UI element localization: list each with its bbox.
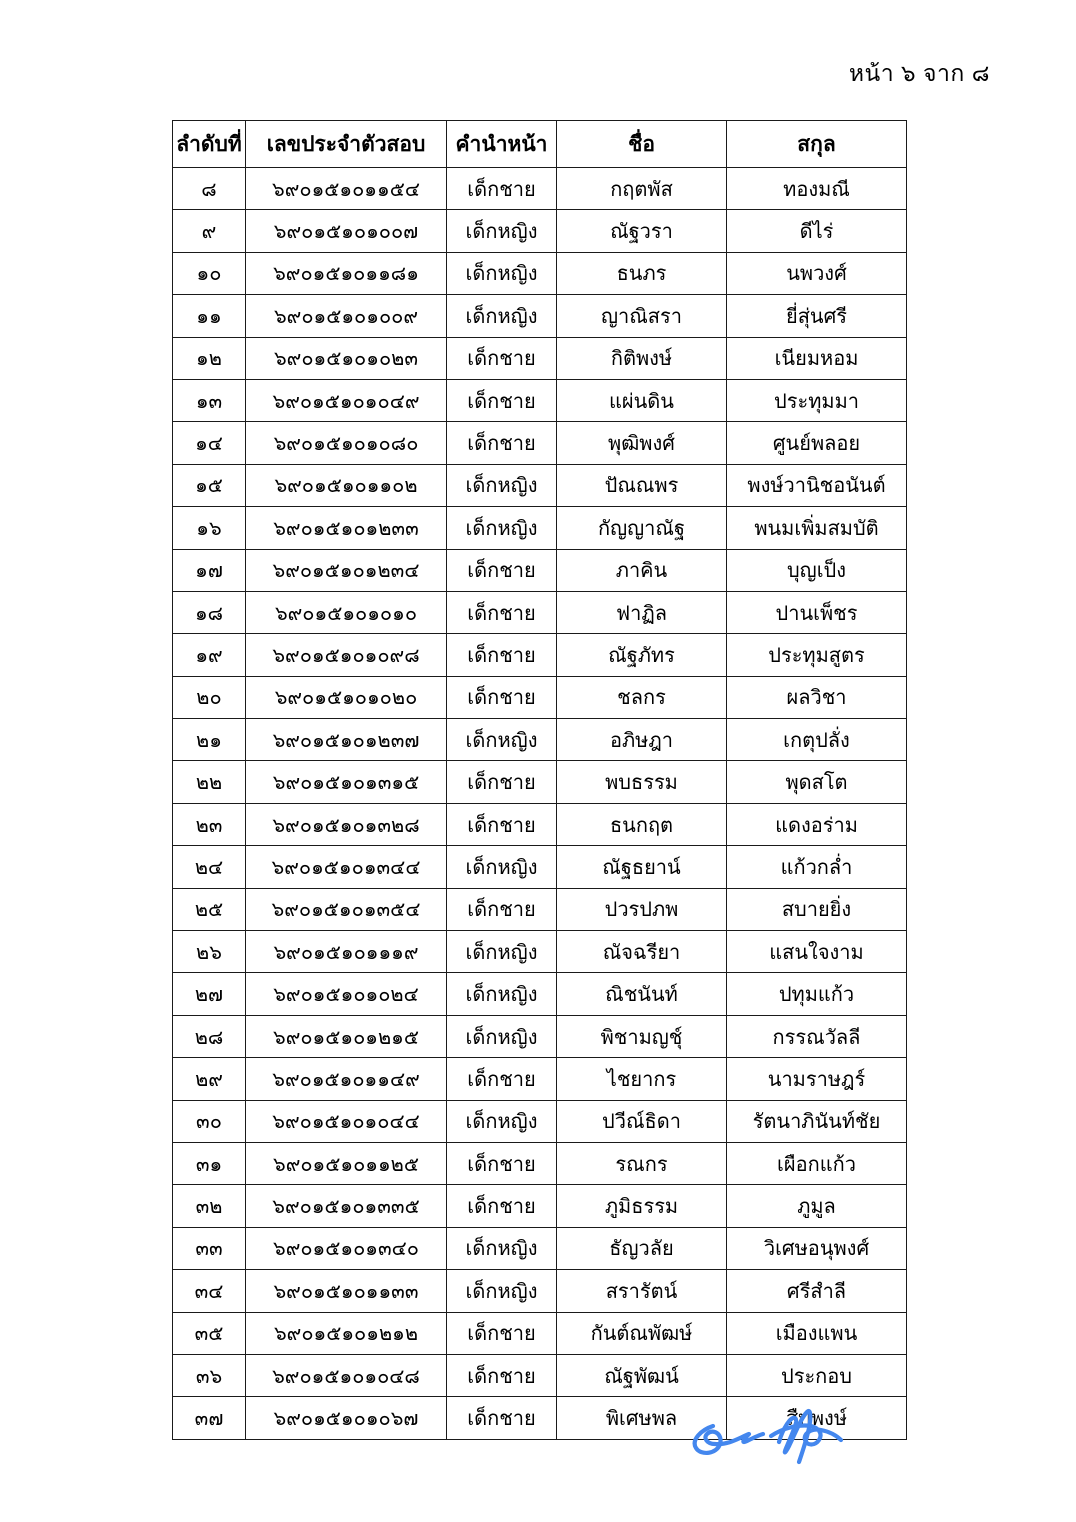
cell-last-name: ยี่สุ่นศรี [727,295,907,337]
cell-exam-id: ๖๙๐๑๕๑๐๑๒๓๓ [246,507,447,549]
cell-last-name: แก้วกล่ำ [727,846,907,888]
cell-order-no: ๑๐ [173,252,246,294]
cell-last-name: นพวงศ์ [727,252,907,294]
cell-order-no: ๑๒ [173,337,246,379]
cell-first-name: ณัฐวรา [557,210,727,252]
cell-order-no: ๓๐ [173,1100,246,1142]
cell-order-no: ๓๔ [173,1270,246,1312]
page-number-indicator: หน้า ๖ จาก ๘ [848,60,990,86]
cell-title: เด็กชาย [447,634,557,676]
cell-exam-id: ๖๙๐๑๕๑๐๑๒๓๔ [246,549,447,591]
cell-exam-id: ๖๙๐๑๕๑๐๑๐๔๔ [246,1100,447,1142]
cell-title: เด็กหญิง [447,1100,557,1142]
cell-exam-id: ๖๙๐๑๕๑๐๑๐๐๙ [246,295,447,337]
cell-last-name: กรรณวัลลี [727,1015,907,1057]
table-row [173,252,907,294]
cell-first-name: ปวีณ์ธิดา [557,1100,727,1142]
cell-exam-id: ๖๙๐๑๕๑๐๑๐๖๗ [246,1397,447,1439]
table-body [173,168,907,1440]
cell-exam-id: ๖๙๐๑๕๑๐๑๒๑๒ [246,1312,447,1354]
cell-order-no: ๒๒ [173,761,246,803]
cell-exam-id: ๖๙๐๑๕๑๐๑๐๐๗ [246,210,447,252]
table-row [173,1312,907,1354]
cell-first-name: กันต์ณพัฒษ์ [557,1312,727,1354]
cell-exam-id: ๖๙๐๑๕๑๐๑๐๔๙ [246,379,447,421]
table-row [173,1015,907,1057]
cell-title: เด็กชาย [447,337,557,379]
cell-order-no: ๒๕ [173,888,246,930]
cell-title: เด็กหญิง [447,464,557,506]
cell-last-name: ปานเพ็ชร [727,591,907,633]
cell-first-name: ธนกฤต [557,803,727,845]
table-row [173,888,907,930]
cell-last-name: ดีไร่ [727,210,907,252]
table-row [173,1100,907,1142]
cell-exam-id: ๖๙๐๑๕๑๐๑๑๒๕ [246,1142,447,1184]
cell-order-no: ๒๘ [173,1015,246,1057]
table-row [173,1058,907,1100]
cell-first-name: ญาณิสรา [557,295,727,337]
cell-exam-id: ๖๙๐๑๕๑๐๑๓๔๔ [246,846,447,888]
cell-first-name: ธนภร [557,252,727,294]
cell-first-name: อภิษฎา [557,719,727,761]
cell-last-name: ประทุมสูตร [727,634,907,676]
table-row [173,464,907,506]
cell-first-name: ไชยากร [557,1058,727,1100]
cell-first-name: พบธรรม [557,761,727,803]
cell-order-no: ๒๗ [173,973,246,1015]
cell-last-name: ประกอบ [727,1354,907,1396]
table-row [173,168,907,210]
table-row [173,1185,907,1227]
cell-order-no: ๑๙ [173,634,246,676]
cell-first-name: ชลกร [557,676,727,718]
cell-last-name: ภูมูล [727,1185,907,1227]
column-header-order-no: ลำดับที่ [173,121,246,168]
cell-exam-id: ๖๙๐๑๕๑๐๑๑๑๙ [246,931,447,973]
cell-last-name: เกตุปลั่ง [727,719,907,761]
table-header [173,121,907,168]
cell-title: เด็กชาย [447,1354,557,1396]
cell-title: เด็กหญิง [447,252,557,294]
table-row [173,295,907,337]
table-row [173,719,907,761]
table-row [173,210,907,252]
cell-last-name: ศรีสำลี [727,1270,907,1312]
table-row [173,1270,907,1312]
column-header-title: คำนำหน้า [447,121,557,168]
cell-title: เด็กชาย [447,591,557,633]
cell-first-name: ณิชนันท์ [557,973,727,1015]
cell-title: เด็กหญิง [447,507,557,549]
student-roster-table [172,120,907,1440]
cell-order-no: ๒๐ [173,676,246,718]
cell-last-name: เมืองแพน [727,1312,907,1354]
cell-last-name: พงษ์วานิชอนันต์ [727,464,907,506]
cell-last-name: พนมเพิ่มสมบัติ [727,507,907,549]
cell-order-no: ๒๓ [173,803,246,845]
cell-title: เด็กหญิง [447,931,557,973]
cell-exam-id: ๖๙๐๑๕๑๐๑๐๒๐ [246,676,447,718]
cell-exam-id: ๖๙๐๑๕๑๐๑๑๐๒ [246,464,447,506]
cell-first-name: กฤตพัส [557,168,727,210]
cell-exam-id: ๖๙๐๑๕๑๐๑๓๕๔ [246,888,447,930]
table-row [173,1227,907,1269]
cell-first-name: ณัฐภัทร [557,634,727,676]
table-row [173,1142,907,1184]
cell-first-name: พุฒิพงศ์ [557,422,727,464]
cell-order-no: ๑๓ [173,379,246,421]
cell-exam-id: ๖๙๐๑๕๑๐๑๐๔๘ [246,1354,447,1396]
cell-exam-id: ๖๙๐๑๕๑๐๑๒๑๕ [246,1015,447,1057]
cell-exam-id: ๖๙๐๑๕๑๐๑๐๑๐ [246,591,447,633]
cell-exam-id: ๖๙๐๑๕๑๐๑๑๘๑ [246,252,447,294]
cell-last-name: แดงอร่าม [727,803,907,845]
cell-last-name: ผลวิชา [727,676,907,718]
cell-first-name: พิชามญชุ์ [557,1015,727,1057]
cell-exam-id: ๖๙๐๑๕๑๐๑๐๒๓ [246,337,447,379]
table-row [173,1397,907,1439]
cell-last-name: วิเศษอนุพงศ์ [727,1227,907,1269]
cell-last-name: ทองมณี [727,168,907,210]
cell-title: เด็กหญิง [447,295,557,337]
cell-title: เด็กหญิง [447,719,557,761]
cell-title: เด็กหญิง [447,1227,557,1269]
table-row [173,846,907,888]
cell-last-name: สืบพงษ์ [727,1397,907,1439]
cell-title: เด็กชาย [447,1185,557,1227]
cell-title: เด็กชาย [447,379,557,421]
cell-order-no: ๓๑ [173,1142,246,1184]
cell-title: เด็กชาย [447,1142,557,1184]
cell-order-no: ๓๗ [173,1397,246,1439]
table-row [173,676,907,718]
cell-title: เด็กหญิง [447,210,557,252]
table-row [173,379,907,421]
cell-last-name: ปทุมแก้ว [727,973,907,1015]
cell-first-name: สรารัตน์ [557,1270,727,1312]
cell-last-name: เผือกแก้ว [727,1142,907,1184]
cell-last-name: เนียมหอม [727,337,907,379]
cell-first-name: ณัจฉรียา [557,931,727,973]
cell-first-name: ปวรปภพ [557,888,727,930]
cell-order-no: ๙ [173,210,246,252]
cell-exam-id: ๖๙๐๑๕๑๐๑๒๓๗ [246,719,447,761]
cell-exam-id: ๖๙๐๑๕๑๐๑๓๒๘ [246,803,447,845]
cell-first-name: ภูมิธรรม [557,1185,727,1227]
cell-first-name: ปัณณพร [557,464,727,506]
cell-title: เด็กหญิง [447,1270,557,1312]
cell-last-name: บุญเป็ง [727,549,907,591]
cell-title: เด็กชาย [447,422,557,464]
cell-last-name: สบายยิ่ง [727,888,907,930]
cell-exam-id: ๖๙๐๑๕๑๐๑๐๒๔ [246,973,447,1015]
cell-first-name: แผ่นดิน [557,379,727,421]
column-header-first-name: ชื่อ [557,121,727,168]
table-row [173,337,907,379]
cell-title: เด็กชาย [447,1058,557,1100]
table-row [173,973,907,1015]
cell-title: เด็กชาย [447,676,557,718]
cell-title: เด็กชาย [447,168,557,210]
cell-exam-id: ๖๙๐๑๕๑๐๑๓๓๕ [246,1185,447,1227]
cell-order-no: ๘ [173,168,246,210]
table-header-row [173,121,907,168]
table-row [173,591,907,633]
cell-order-no: ๑๖ [173,507,246,549]
cell-title: เด็กชาย [447,1397,557,1439]
cell-title: เด็กหญิง [447,1015,557,1057]
cell-order-no: ๓๕ [173,1312,246,1354]
cell-first-name: รณกร [557,1142,727,1184]
cell-last-name: นามราษฎร์ [727,1058,907,1100]
cell-order-no: ๑๗ [173,549,246,591]
cell-title: เด็กหญิง [447,846,557,888]
cell-exam-id: ๖๙๐๑๕๑๐๑๓๑๕ [246,761,447,803]
cell-exam-id: ๖๙๐๑๕๑๐๑๑๕๔ [246,168,447,210]
cell-exam-id: ๖๙๐๑๕๑๐๑๐๙๘ [246,634,447,676]
table-row [173,634,907,676]
cell-last-name: พุดสโต [727,761,907,803]
table-row [173,931,907,973]
cell-title: เด็กชาย [447,888,557,930]
cell-order-no: ๒๑ [173,719,246,761]
cell-order-no: ๓๓ [173,1227,246,1269]
cell-order-no: ๑๑ [173,295,246,337]
cell-order-no: ๓๖ [173,1354,246,1396]
cell-first-name: ฟาฏิล [557,591,727,633]
cell-first-name: กิติพงษ์ [557,337,727,379]
cell-title: เด็กหญิง [447,973,557,1015]
cell-first-name: ณัฐพัฒน์ [557,1354,727,1396]
cell-order-no: ๒๙ [173,1058,246,1100]
cell-order-no: ๑๕ [173,464,246,506]
column-header-last-name: สกุล [727,121,907,168]
column-header-exam-id: เลขประจำตัวสอบ [246,121,447,168]
cell-last-name: แสนใจงาม [727,931,907,973]
table-row [173,761,907,803]
cell-first-name: ธัญวลัย [557,1227,727,1269]
cell-first-name: พิเศษพล [557,1397,727,1439]
cell-order-no: ๓๒ [173,1185,246,1227]
cell-exam-id: ๖๙๐๑๕๑๐๑๑๔๙ [246,1058,447,1100]
cell-exam-id: ๖๙๐๑๕๑๐๑๓๔๐ [246,1227,447,1269]
cell-title: เด็กชาย [447,549,557,591]
cell-last-name: รัตนาภินันท์ชัย [727,1100,907,1142]
cell-last-name: ศูนย์พลอย [727,422,907,464]
table-row [173,422,907,464]
cell-order-no: ๒๖ [173,931,246,973]
cell-title: เด็กชาย [447,761,557,803]
cell-first-name: กัญญาณัฐ [557,507,727,549]
cell-exam-id: ๖๙๐๑๕๑๐๑๑๓๓ [246,1270,447,1312]
cell-first-name: ณัฐธยาน์ [557,846,727,888]
cell-title: เด็กชาย [447,1312,557,1354]
cell-title: เด็กชาย [447,803,557,845]
cell-order-no: ๑๘ [173,591,246,633]
cell-order-no: ๑๔ [173,422,246,464]
cell-exam-id: ๖๙๐๑๕๑๐๑๐๘๐ [246,422,447,464]
table-row [173,507,907,549]
cell-order-no: ๒๔ [173,846,246,888]
cell-first-name: ภาคิน [557,549,727,591]
cell-last-name: ประทุมมา [727,379,907,421]
table-row [173,1354,907,1396]
table-row [173,549,907,591]
table-row [173,803,907,845]
